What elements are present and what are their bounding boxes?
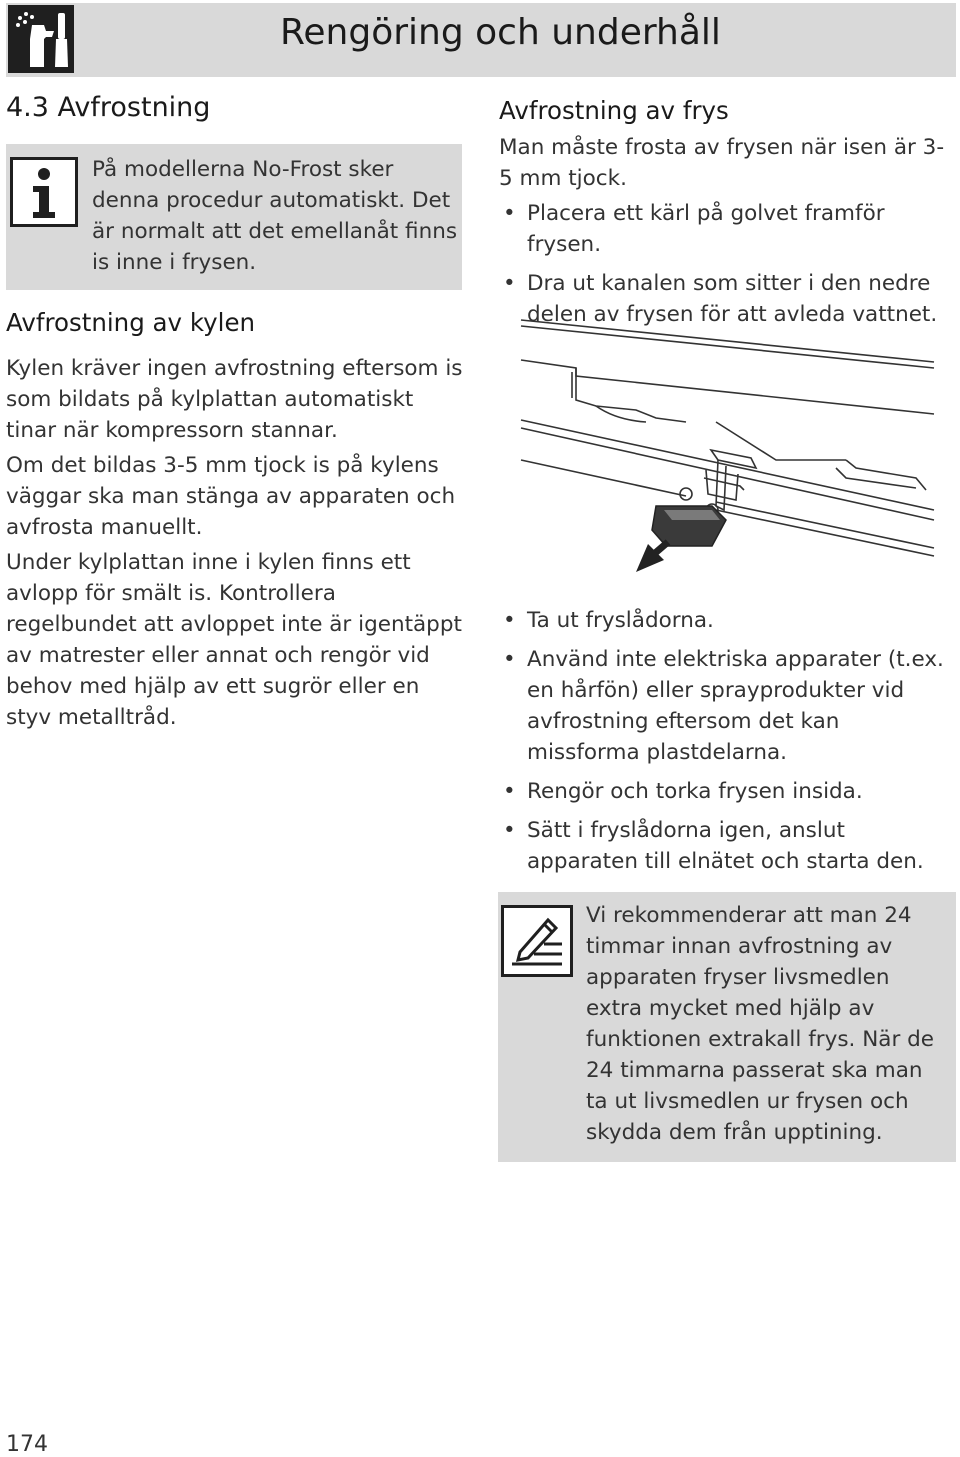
paragraph: Om det bildas 3-5 mm tjock is på kylens väggar ska man stänga av apparaten och avfrosta manuellt. — [6, 453, 456, 540]
page-title: Rengöring och underhåll — [280, 12, 721, 53]
list-item: • Sätt i fryslådorna igen, anslut apparaten till elnätet och starta den. — [499, 815, 954, 877]
pencil-note-icon — [501, 905, 573, 977]
list-item: • Rengör och torka frysen insida. — [499, 776, 954, 807]
paragraph: Under kylplattan inne i kylen finns ett avlopp för smält is. Kontrollera regelbundet att avloppet inte är igentäppt av matrester eller annat och rengör vid behov med hjälp av ett sugrör eller en styv metalltråd. — [6, 550, 462, 730]
list-item: • Använd inte elektriska apparater (t.ex. en hårfön) eller sprayprodukter vid avfrostning eftersom det kan missforma plastdelarna. — [499, 644, 954, 768]
cleaning-tools-icon — [8, 5, 74, 73]
bullet-dot: • — [503, 271, 516, 296]
page-number: 174 — [6, 1432, 48, 1457]
list-item: • Ta ut fryslådorna. — [499, 605, 954, 636]
bullet-dot: • — [503, 647, 516, 672]
freezer-defrost-heading: Avfrostning av frys — [499, 96, 729, 125]
bullet-dot: • — [503, 608, 516, 633]
freezer-intro: Man måste frosta av frysen när isen är 3-5 mm tjock. — [499, 135, 945, 191]
fridge-defrost-heading: Avfrostning av kylen — [6, 308, 256, 337]
bullet-list-bottom — [499, 605, 954, 885]
bullet-dot: • — [503, 818, 516, 843]
list-item: • Placera ett kärl på golvet framför frysen. — [499, 198, 954, 260]
drain-channel-illustration — [516, 310, 940, 600]
bullet-dot: • — [503, 201, 516, 226]
bullet-dot: • — [503, 779, 516, 804]
info-icon — [10, 157, 78, 227]
note-text: Vi rekommenderar att man 24 timmar innan avfrostning av apparaten fryser livsmedlen extra mycket med hjälp av funktionen extrakall frys. När de 24 timmarna passerat ska man ta ut livsmedlen ur frysen och skydda dem från upptining. — [586, 903, 934, 1145]
info-text: På modellerna No-Frost sker denna procedur automatiskt. Det är normalt att det emellanåt finns is inne i frysen. — [92, 157, 458, 275]
list-item: • Dra ut kanalen som sitter i den nedre delen av frysen för att avleda vattnet. — [499, 268, 954, 330]
paragraph: Kylen kräver ingen avfrostning eftersom is som bildats på kylplattan automatiskt tinar när kompressorn stannar. — [6, 356, 463, 443]
section-title: 4.3 Avfrostning — [6, 92, 211, 123]
